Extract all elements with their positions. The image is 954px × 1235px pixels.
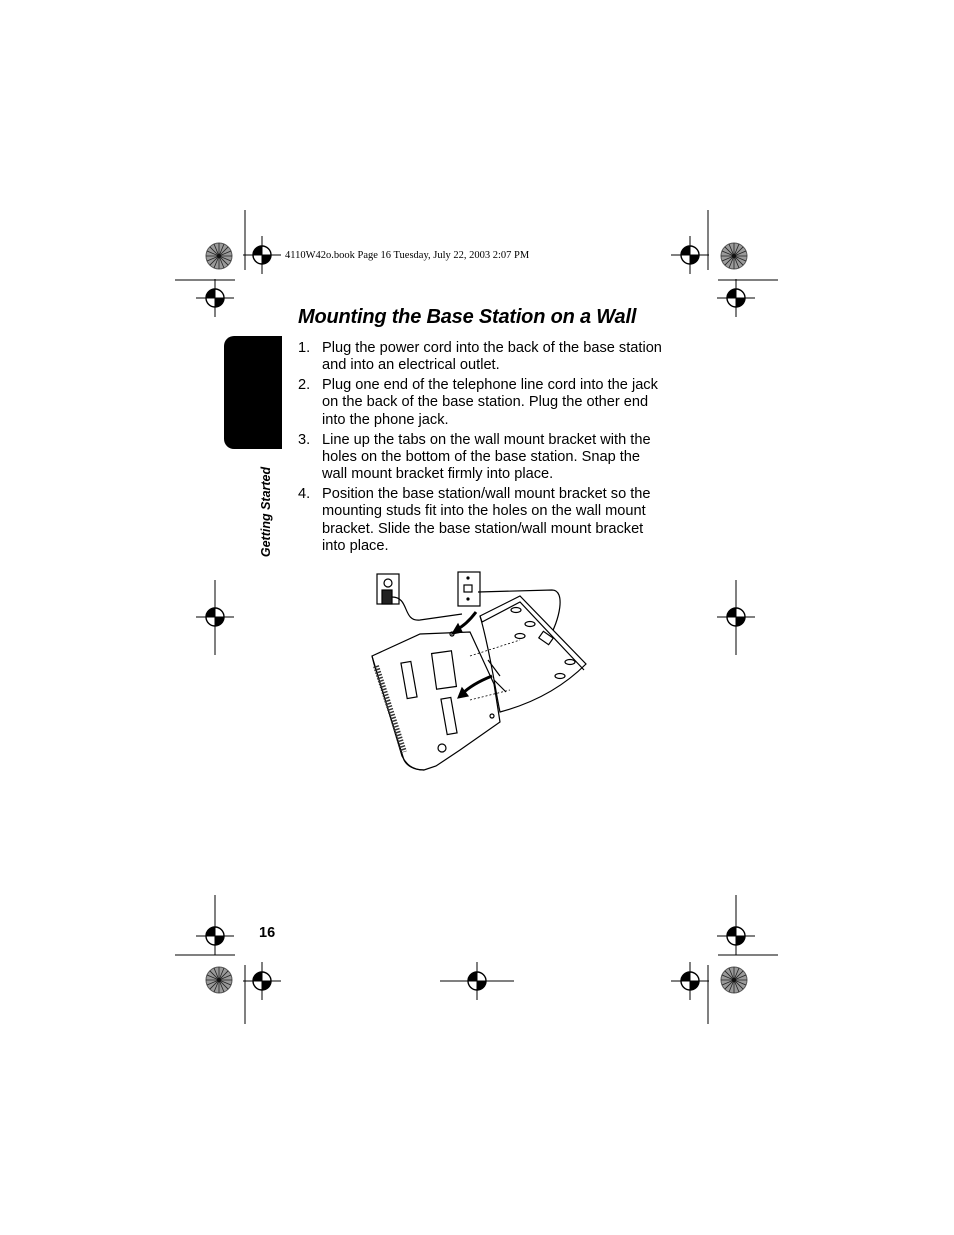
power-outlet <box>377 574 462 620</box>
step-text: Plug one end of the telephone line cord into the jack on the back of the base station. Plug the other end into the phone jack. <box>322 377 658 428</box>
page-number: 16 <box>259 925 276 941</box>
step-text: Line up the tabs on the wall mount bracket with the holes on the bottom of the base station. Snap the wall mount bracket firmly into place. <box>322 431 651 483</box>
step-text: Position the base station/wall mount bracket so the mounting studs fit into the holes on the wall mount bracket. Slide the base station/wall mount bracket into place. <box>322 486 651 555</box>
step-number: 2. <box>298 377 311 394</box>
step-number: 4. <box>298 486 311 503</box>
print-slug: 4110W42o.book Page 16 Tuesday, July 22, 2003 2:07 PM <box>285 250 530 261</box>
page-title: Mounting the Base Station on a Wall <box>298 306 637 328</box>
step-number: 1. <box>298 340 311 356</box>
section-tab-label: Getting Started <box>259 466 273 558</box>
base-station <box>372 632 500 770</box>
step-number: 3. <box>298 431 311 448</box>
step-text: Plug the power cord into the back of the base station and into an electrical outlet. <box>322 340 662 374</box>
